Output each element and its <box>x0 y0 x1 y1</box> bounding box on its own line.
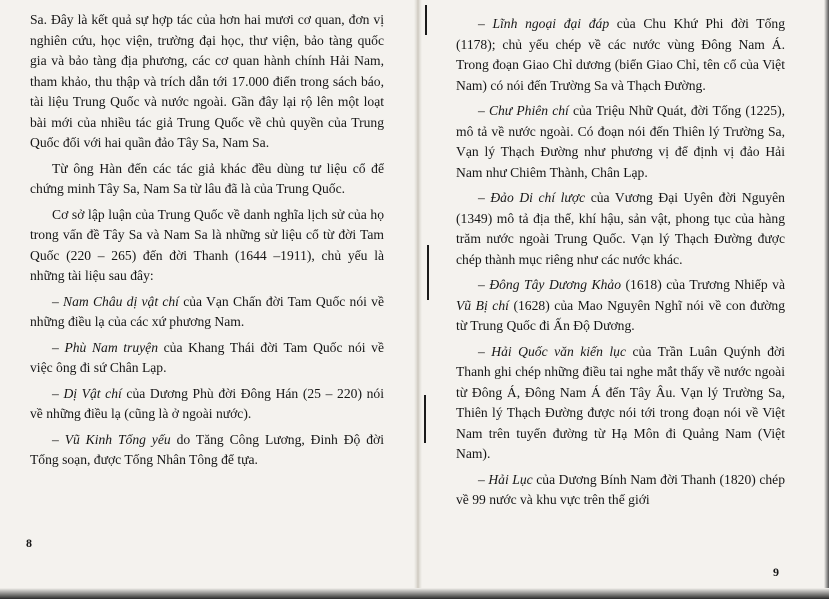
item-text: của Vương Đại Uyên đời Nguyên (1349) mô tả địa thế, khí hậu, sản vật, phong tục của hàng trăm nước ngoài Trung Quốc. Vạn lý Thạch Đường được chép thành mục riêng như các nước khác. <box>456 190 785 267</box>
dash: – <box>478 343 492 359</box>
item-text: (1618) của Trương Nhiếp và <box>621 277 785 292</box>
item-text: của Dương Phù đời Đông Hán (25 – 220) nói về những điều lạ (cũng là ở ngoài nước). <box>30 385 384 421</box>
book-title: Vũ Kinh Tổng yếu <box>64 431 171 447</box>
paragraph: Sa. Đây là kết quả sự hợp tác của hơn hai mươi cơ quan, đơn vị nghiên cứu, học viện, trường đại học, thư viện, bảo tàng quốc gia và bảo tàng địa phương, các cơ quan hành chính Hải Nam, tham khảo, thu thập và trích dẫn tới 17.000 điển trong sách báo, tài liệu Trung Quốc và nước ngoài. Gần đây lại rộ lên một loạt bài mới của nhiều tác giả Trung Quốc về chủ quyền của Trung Quốc đối với hai quần đảo Tây Sa, Nam Sa. <box>30 12 384 150</box>
list-item <box>456 342 785 465</box>
right-page <box>418 0 829 599</box>
dash: – <box>478 190 491 205</box>
dash: – <box>52 431 65 447</box>
paragraph: Cơ sở lập luận của Trung Quốc về danh nghĩa lịch sử của họ trong vấn đề Tây Sa và Nam Sa là những sử liệu cổ từ đời Tam Quốc (220 – 265) đến đời Thanh (1644 –1911), chủ yếu là những tài liệu sau đây: <box>30 206 384 283</box>
list-item <box>456 14 785 96</box>
dash: – <box>52 293 64 309</box>
book-title: Hải Lục <box>488 471 533 487</box>
item-text: (1628) của Mao Nguyên Nghĩ nói về con đường từ Trung Quốc đi Ấn Độ Dương. <box>456 297 786 333</box>
item-text: của Trần Luân Quýnh đời Thanh ghi chép những điều tai nghe mắt thấy về nước ngoài từ Đông Á, Đông Nam Á đến Tây Âu. Vạn lý Trường Sa, Thiên lý Thạch Đường được nói tới trong đoạn nói về Việt Nam trên tuyến đường từ Hạ Môn đi Quảng Nam (Việt Nam). <box>456 343 785 461</box>
dash: – <box>478 277 490 292</box>
list-item <box>456 275 785 337</box>
item-text: của Dương Bính Nam đời Thanh (1820) chép về 99 nước và khu vực trên thế giới <box>456 471 785 507</box>
item-text: của Chu Khứ Phi đời Tống (1178); chủ yếu chép về các nước vùng Đông Nam Á. Trong đoạn Giao Chỉ dương (biển Giao Chỉ, tên cổ của Việt Nam) có nói đến Trường Sa và Thạch Đường. <box>456 16 785 93</box>
scan-edge-shadow <box>824 0 829 599</box>
list-item <box>456 188 785 270</box>
book-title: Dị Vật chí <box>63 385 122 401</box>
list-item <box>456 101 785 183</box>
dash: – <box>52 385 64 401</box>
scan-edge-shadow <box>0 588 829 599</box>
page-number: 8 <box>26 536 32 550</box>
list-item <box>30 384 384 425</box>
paragraph: Từ ông Hàn đến các tác giả khác đều dùng tư liệu cổ để chứng minh Tây Sa, Nam Sa từ lâu đã là của Trung Quốc. <box>30 160 384 196</box>
item-text: của Triệu Nhữ Quát, đời Tống (1225), mô tả về nước ngoài. Có đoạn nói đến Thiên lý Trường Sa, Vạn lý Thạch Đường như phương vị để định vị đảo Hải Nam như Chiêm Thành, Chân Lạp. <box>456 103 785 180</box>
dash: – <box>478 471 489 487</box>
dash: – <box>478 16 493 31</box>
list-item <box>30 430 384 471</box>
book-title: Hải Quốc văn kiến lục <box>491 343 626 359</box>
item-text: của Khang Thái đời Tam Quốc nói về việc ông đi sứ Chân Lạp. <box>30 339 384 375</box>
page-number: 9 <box>773 565 779 579</box>
list-item <box>456 470 785 511</box>
book-title: Đảo Di chí lược <box>490 190 586 205</box>
book-title: Nam Châu dị vật chí <box>63 293 179 309</box>
dash: – <box>52 339 65 355</box>
item-text: do Tăng Công Lương, Đinh Độ đời Tống soạn, được Tống Nhân Tông để tựa. <box>30 431 384 467</box>
book-title: Lĩnh ngoại đại đáp <box>492 16 610 31</box>
book-title: Phù Nam truyện <box>64 339 159 355</box>
list-item <box>30 292 384 333</box>
item-text: của Vạn Chấn đời Tam Quốc nói về những điều lạ của các xứ phương Nam. <box>30 293 384 329</box>
list-item <box>30 338 384 379</box>
book-title: Vũ Bị chí <box>456 297 509 313</box>
book-title: Chư Phiên chí <box>488 103 569 118</box>
book-title: Đông Tây Dương Khảo <box>489 277 621 292</box>
dash: – <box>478 103 489 118</box>
